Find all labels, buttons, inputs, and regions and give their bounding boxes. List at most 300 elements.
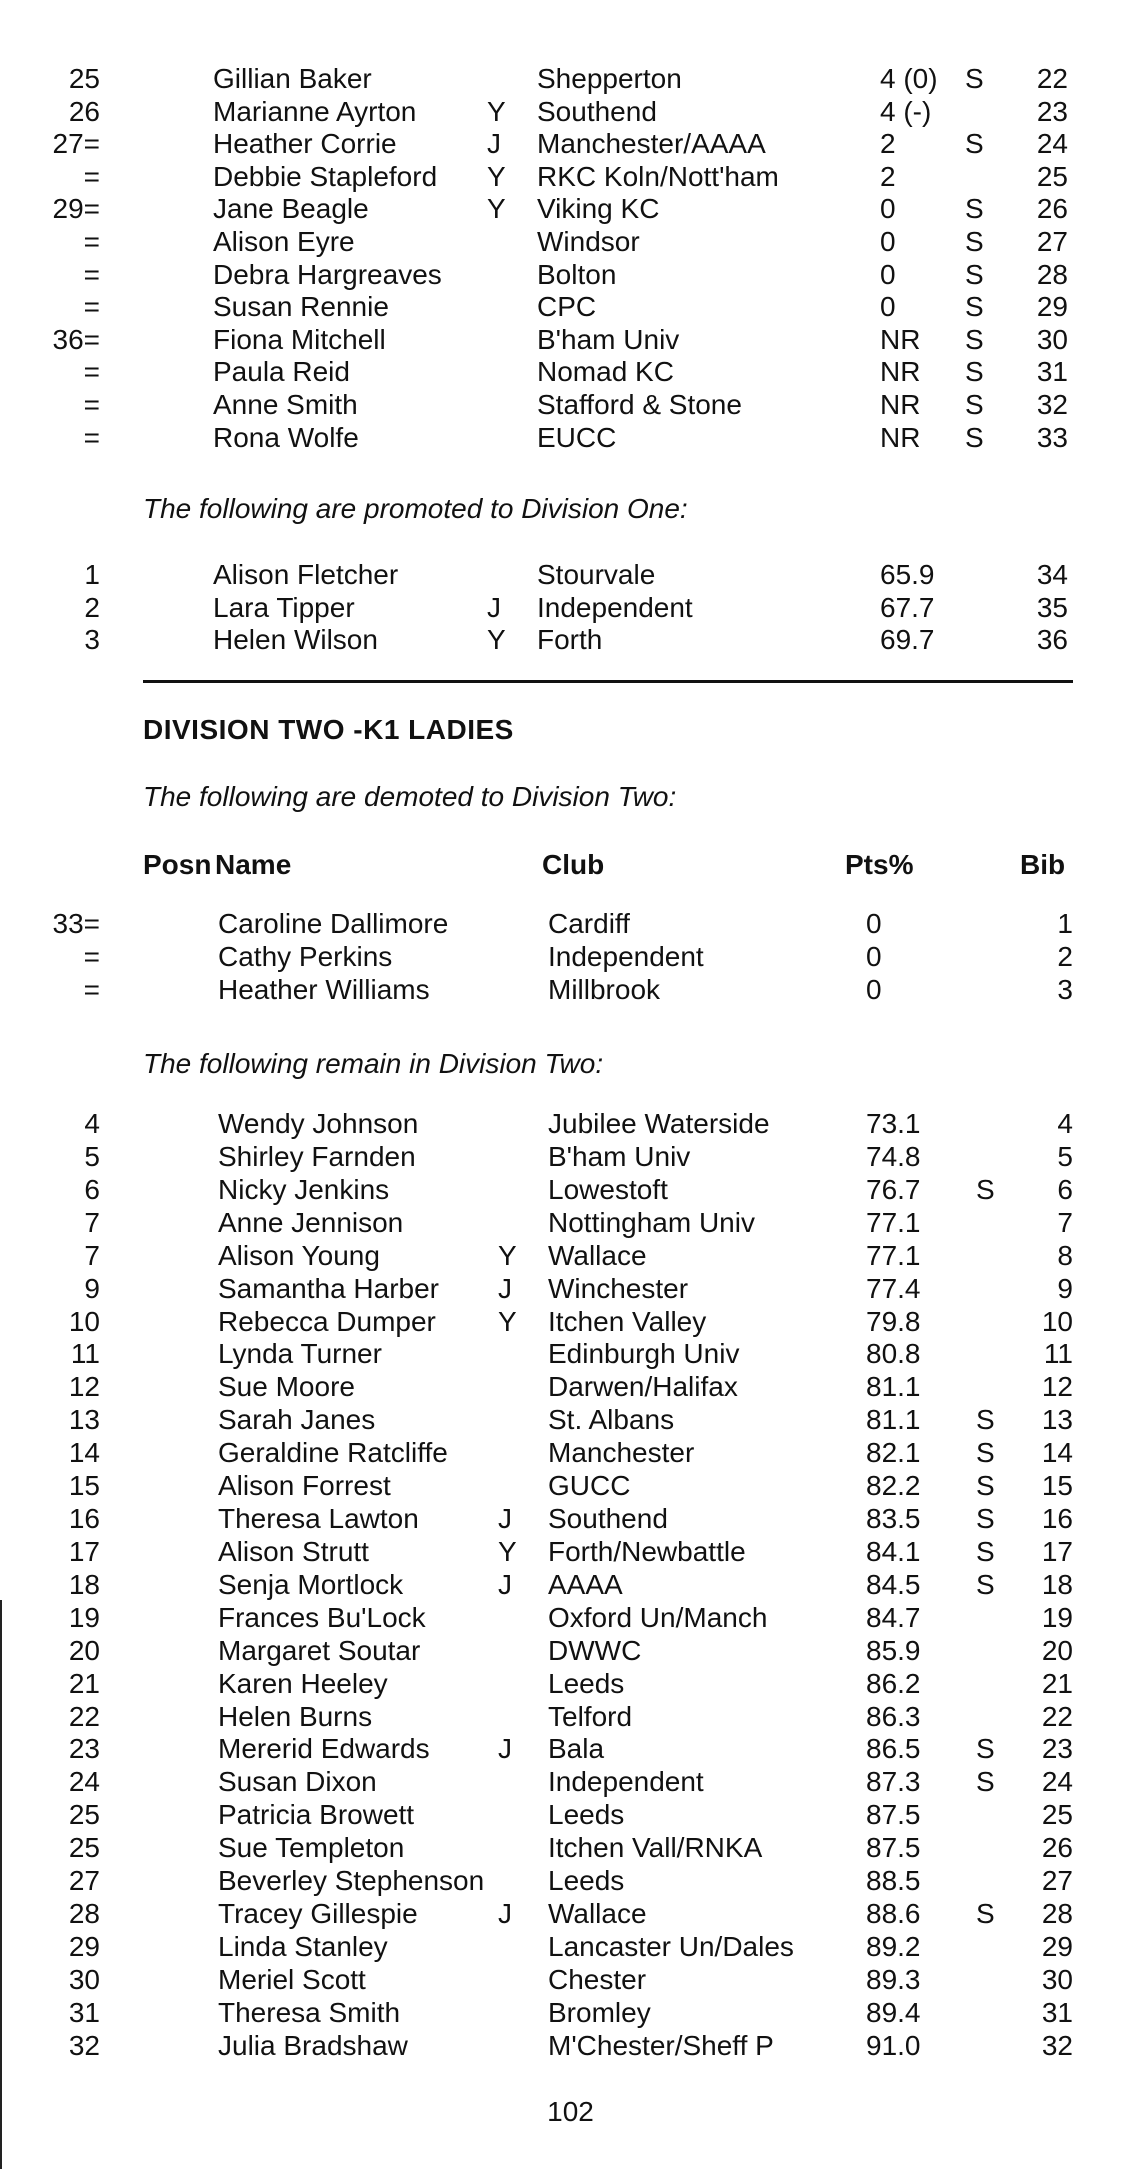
name-cell: Mererid Edwards xyxy=(218,1733,430,1765)
bib-cell: 29 xyxy=(1036,291,1068,323)
table-row xyxy=(0,1963,1141,1996)
pos-cell: 27 xyxy=(68,1865,100,1897)
table-row xyxy=(0,1173,1141,1206)
table-row xyxy=(0,1502,1141,1535)
category-cell: J xyxy=(498,1503,512,1535)
points-cell: NR xyxy=(880,421,921,453)
name-cell: Patricia Browett xyxy=(218,1799,415,1831)
points-cell: 0 xyxy=(866,941,882,972)
club-cell: Edinburgh Univ xyxy=(548,1338,740,1370)
name-cell: Meriel Scott xyxy=(218,1963,366,1995)
points-cell: 91.0 xyxy=(866,2029,921,2061)
pos-cell: 29= xyxy=(52,193,100,225)
name-cell: Linda Stanley xyxy=(218,1931,388,1962)
points-cell: 0 xyxy=(880,226,896,257)
club-cell: Telford xyxy=(548,1700,633,1732)
table-row xyxy=(0,258,1141,291)
points-cell: 84.1 xyxy=(866,1535,921,1567)
bib-cell: 25 xyxy=(1041,1799,1073,1831)
points-cell: NR xyxy=(880,356,921,388)
status-cell: S xyxy=(965,63,984,94)
name-cell: Nicky Jenkins xyxy=(218,1173,390,1205)
category-cell: Y xyxy=(487,624,506,655)
pos-cell: = xyxy=(83,421,100,453)
name-cell: Rona Wolfe xyxy=(213,421,359,453)
points-cell: 0 xyxy=(880,258,896,290)
club-cell: Stafford & Stone xyxy=(537,389,742,420)
demoted-note: The following are demoted to Division Two: xyxy=(143,781,677,812)
club-cell: Independent xyxy=(537,591,693,623)
points-cell: 0 xyxy=(880,291,896,323)
points-cell: 4 (-) xyxy=(880,95,932,127)
points-cell: 82.2 xyxy=(866,1470,921,1502)
pos-cell: = xyxy=(83,974,100,1005)
bib-cell: 10 xyxy=(1041,1305,1073,1337)
pos-cell: 18 xyxy=(68,1568,100,1600)
name-cell: Jane Beagle xyxy=(213,193,369,225)
bib-cell: 20 xyxy=(1041,1634,1073,1666)
club-cell: Forth/Newbattle xyxy=(548,1535,746,1567)
name-cell: Rebecca Dumper xyxy=(218,1305,436,1337)
points-cell: 87.5 xyxy=(866,1832,921,1864)
table-row xyxy=(0,1634,1141,1667)
bib-cell: 2 xyxy=(1057,941,1073,972)
pos-cell: = xyxy=(83,356,100,388)
table-row xyxy=(0,355,1141,388)
pos-cell: 30 xyxy=(68,1963,100,1995)
name-cell: Anne Smith xyxy=(213,389,358,420)
club-cell: Manchester/AAAA xyxy=(537,128,766,160)
points-cell: 84.5 xyxy=(866,1568,921,1600)
header-name: Name xyxy=(215,849,292,880)
name-cell: Geraldine Ratcliffe xyxy=(218,1437,448,1469)
remain-note: The following remain in Division Two: xyxy=(143,1048,604,1079)
pos-cell: 7 xyxy=(84,1239,100,1271)
table-row xyxy=(0,290,1141,323)
club-cell: Chester xyxy=(548,1963,647,1995)
status-cell: S xyxy=(976,1503,995,1535)
points-cell: 65.9 xyxy=(880,559,935,590)
points-cell: 77.1 xyxy=(866,1239,921,1271)
bib-cell: 34 xyxy=(1036,559,1068,590)
club-cell: CPC xyxy=(537,291,597,323)
status-cell: S xyxy=(976,1470,995,1502)
points-cell: NR xyxy=(880,323,921,355)
points-cell: 88.6 xyxy=(866,1898,921,1930)
pos-cell: 16 xyxy=(68,1503,100,1535)
club-cell: Millbrook xyxy=(548,974,661,1005)
name-cell: Susan Rennie xyxy=(213,291,389,323)
status-cell: S xyxy=(965,193,984,225)
table-row xyxy=(0,591,1141,624)
table-row xyxy=(0,1897,1141,1930)
name-cell: Gillian Baker xyxy=(213,63,372,94)
table-row xyxy=(0,1864,1141,1897)
club-cell: RKC Koln/Nott'ham xyxy=(537,160,779,192)
pos-cell: 15 xyxy=(68,1470,100,1502)
pos-cell: 33= xyxy=(52,908,100,939)
status-cell: S xyxy=(976,1898,995,1930)
name-cell: Anne Jennison xyxy=(218,1206,404,1238)
name-cell: Wendy Johnson xyxy=(218,1108,419,1139)
name-cell: Debbie Stapleford xyxy=(213,160,438,192)
table-row xyxy=(0,1996,1141,2029)
club-cell: B'ham Univ xyxy=(548,1140,691,1172)
club-cell: Leeds xyxy=(548,1865,625,1897)
bib-cell: 22 xyxy=(1036,63,1068,94)
name-cell: Lynda Turner xyxy=(218,1338,382,1370)
name-cell: Caroline Dallimore xyxy=(218,908,449,939)
status-cell: S xyxy=(965,128,984,160)
table-row xyxy=(0,127,1141,160)
name-cell: Sue Moore xyxy=(218,1371,355,1403)
bib-cell: 32 xyxy=(1036,389,1068,420)
bib-cell: 19 xyxy=(1041,1601,1073,1633)
bib-cell: 31 xyxy=(1036,356,1068,388)
name-cell: Beverley Stephenson xyxy=(218,1865,485,1897)
bib-cell: 4 xyxy=(1057,1108,1073,1139)
points-cell: 88.5 xyxy=(866,1865,921,1897)
bib-cell: 32 xyxy=(1041,2029,1073,2061)
bib-cell: 15 xyxy=(1041,1470,1073,1502)
pos-cell: = xyxy=(83,389,100,420)
bib-cell: 23 xyxy=(1041,1733,1073,1765)
pos-cell: 27= xyxy=(52,128,100,160)
bib-cell: 28 xyxy=(1041,1898,1073,1930)
club-cell: AAAA xyxy=(548,1568,623,1600)
header-club: Club xyxy=(542,849,605,880)
status-cell: S xyxy=(965,356,984,388)
status-cell: S xyxy=(976,1404,995,1436)
pos-cell: 29 xyxy=(68,1931,100,1962)
club-cell: Southend xyxy=(537,95,657,127)
table-row xyxy=(0,160,1141,193)
bib-cell: 25 xyxy=(1036,160,1068,192)
name-cell: Heather Corrie xyxy=(213,128,397,160)
division-heading: DIVISION TWO -K1 LADIES xyxy=(143,714,514,745)
points-cell: 77.4 xyxy=(866,1272,921,1304)
category-cell: Y xyxy=(487,160,506,192)
bib-cell: 33 xyxy=(1036,421,1068,453)
name-cell: Helen Wilson xyxy=(213,624,378,655)
points-cell: NR xyxy=(880,389,921,420)
club-cell: Wallace xyxy=(548,1898,647,1930)
table-row xyxy=(0,973,1141,1006)
points-cell: 74.8 xyxy=(866,1140,921,1172)
status-cell: S xyxy=(976,1766,995,1798)
category-cell: J xyxy=(487,591,501,623)
club-cell: St. Albans xyxy=(548,1404,675,1436)
pos-cell: = xyxy=(83,226,100,257)
name-cell: Marianne Ayrton xyxy=(213,95,417,127)
club-cell: Independent xyxy=(548,1766,704,1798)
table-row xyxy=(0,2029,1141,2062)
pos-cell: 20 xyxy=(68,1634,100,1666)
status-cell: S xyxy=(976,1568,995,1600)
pos-cell: 25 xyxy=(68,1832,100,1864)
category-cell: Y xyxy=(487,193,506,225)
table-row xyxy=(0,1535,1141,1568)
bib-cell: 27 xyxy=(1041,1865,1073,1897)
points-cell: 83.5 xyxy=(866,1503,921,1535)
pos-cell: 24 xyxy=(68,1766,100,1798)
points-cell: 76.7 xyxy=(866,1173,921,1205)
bib-cell: 29 xyxy=(1041,1931,1073,1962)
name-cell: Susan Dixon xyxy=(218,1766,377,1798)
points-cell: 86.2 xyxy=(866,1667,921,1699)
pos-cell: 1 xyxy=(84,559,100,590)
pos-cell: 17 xyxy=(68,1535,100,1567)
bib-cell: 9 xyxy=(1057,1272,1073,1304)
status-cell: S xyxy=(965,226,984,257)
pos-cell: 25 xyxy=(68,63,100,94)
club-cell: Darwen/Halifax xyxy=(548,1371,738,1403)
name-cell: Shirley Farnden xyxy=(218,1140,416,1172)
club-cell: Winchester xyxy=(548,1272,689,1304)
club-cell: Lowestoft xyxy=(548,1173,668,1205)
points-cell: 4 (0) xyxy=(880,63,938,94)
club-cell: Southend xyxy=(548,1503,668,1535)
pos-cell: 36= xyxy=(52,323,100,355)
club-cell: Shepperton xyxy=(537,63,682,94)
pos-cell: 14 xyxy=(68,1437,100,1469)
points-cell: 69.7 xyxy=(880,624,935,655)
status-cell: S xyxy=(976,1437,995,1469)
name-cell: Alison Young xyxy=(218,1239,380,1271)
club-cell: Itchen Vall/RNKA xyxy=(548,1832,763,1864)
category-cell: Y xyxy=(498,1535,517,1567)
name-cell: Sarah Janes xyxy=(218,1404,376,1436)
pos-cell: 31 xyxy=(68,1996,100,2028)
points-cell: 82.1 xyxy=(866,1437,921,1469)
status-cell: S xyxy=(976,1535,995,1567)
points-cell: 84.7 xyxy=(866,1601,921,1633)
points-cell: 73.1 xyxy=(866,1108,921,1139)
club-cell: Nottingham Univ xyxy=(548,1206,755,1238)
bib-cell: 35 xyxy=(1036,591,1068,623)
name-cell: Senja Mortlock xyxy=(218,1568,404,1600)
table-row xyxy=(0,1370,1141,1403)
bib-cell: 7 xyxy=(1057,1206,1073,1238)
table-row xyxy=(0,1403,1141,1436)
club-cell: Stourvale xyxy=(537,559,656,590)
points-cell: 86.5 xyxy=(866,1733,921,1765)
pos-cell: 4 xyxy=(84,1108,100,1139)
bib-cell: 11 xyxy=(1043,1338,1073,1370)
name-cell: Samantha Harber xyxy=(218,1272,440,1304)
table-row xyxy=(0,1568,1141,1601)
club-cell: Jubilee Waterside xyxy=(548,1108,770,1139)
bib-cell: 17 xyxy=(1041,1535,1073,1567)
pos-cell: = xyxy=(83,160,100,192)
points-cell: 89.2 xyxy=(866,1931,921,1962)
bib-cell: 31 xyxy=(1041,1996,1073,2028)
table-row xyxy=(0,1337,1141,1370)
points-cell: 81.1 xyxy=(866,1404,921,1436)
club-cell: Viking KC xyxy=(537,193,660,225)
name-cell: Frances Bu'Lock xyxy=(218,1601,426,1633)
status-cell: S xyxy=(965,291,984,323)
table-row xyxy=(0,388,1141,421)
pos-cell: 10 xyxy=(68,1305,100,1337)
bib-cell: 18 xyxy=(1041,1568,1073,1600)
pos-cell: 19 xyxy=(68,1601,100,1633)
bib-cell: 36 xyxy=(1036,624,1068,655)
name-cell: Cathy Perkins xyxy=(218,941,393,972)
bib-cell: 1 xyxy=(1057,908,1073,939)
name-cell: Theresa Lawton xyxy=(218,1503,419,1535)
table-row xyxy=(0,907,1141,940)
pos-cell: 11 xyxy=(70,1338,100,1370)
page-edge-mark xyxy=(0,1600,2,2169)
bib-cell: 30 xyxy=(1036,323,1068,355)
name-cell: Alison Eyre xyxy=(213,226,355,257)
bib-cell: 13 xyxy=(1041,1404,1073,1436)
pos-cell: 21 xyxy=(68,1667,100,1699)
bib-cell: 24 xyxy=(1036,128,1068,160)
bib-cell: 26 xyxy=(1041,1832,1073,1864)
club-cell: Itchen Valley xyxy=(548,1305,707,1337)
category-cell: J xyxy=(498,1898,512,1930)
table-row xyxy=(0,1667,1141,1700)
pos-cell: 25 xyxy=(68,1799,100,1831)
pos-cell: 22 xyxy=(68,1700,100,1732)
table-row xyxy=(0,323,1141,356)
bib-cell: 21 xyxy=(1041,1667,1073,1699)
club-cell: Bolton xyxy=(537,258,617,290)
club-cell: Bala xyxy=(548,1733,605,1765)
table-row xyxy=(0,1239,1141,1272)
points-cell: 81.1 xyxy=(866,1371,921,1403)
bib-cell: 8 xyxy=(1057,1239,1073,1271)
table-row xyxy=(0,558,1141,591)
name-cell: Debra Hargreaves xyxy=(213,258,442,290)
table-row xyxy=(0,1700,1141,1733)
name-cell: Helen Burns xyxy=(218,1700,373,1732)
pos-cell: = xyxy=(83,258,100,290)
club-cell: Oxford Un/Manch xyxy=(548,1601,768,1633)
club-cell: Cardiff xyxy=(548,908,630,939)
category-cell: J xyxy=(487,128,501,160)
table-row xyxy=(0,1140,1141,1173)
table-row xyxy=(0,1732,1141,1765)
status-cell: S xyxy=(965,323,984,355)
table-row xyxy=(0,225,1141,258)
pos-cell: 2 xyxy=(84,591,100,623)
category-cell: Y xyxy=(487,95,506,127)
status-cell: S xyxy=(976,1173,995,1205)
club-cell: Lancaster Un/Dales xyxy=(548,1931,794,1962)
points-cell: 85.9 xyxy=(866,1634,921,1666)
table-row xyxy=(0,1765,1141,1798)
points-cell: 2 xyxy=(880,160,896,192)
table-row xyxy=(0,1305,1141,1338)
bib-cell: 5 xyxy=(1057,1140,1073,1172)
table-row xyxy=(0,1469,1141,1502)
pos-cell: 7 xyxy=(84,1206,100,1238)
table-row xyxy=(0,940,1141,973)
header-posn: Posn xyxy=(143,849,212,880)
bib-cell: 14 xyxy=(1041,1437,1073,1469)
bib-cell: 12 xyxy=(1041,1371,1073,1403)
club-cell: Independent xyxy=(548,941,704,972)
club-cell: Leeds xyxy=(548,1667,625,1699)
points-cell: 67.7 xyxy=(880,591,935,623)
pos-cell: 13 xyxy=(68,1404,100,1436)
table-row xyxy=(0,1601,1141,1634)
points-cell: 80.8 xyxy=(866,1338,921,1370)
points-cell: 77.1 xyxy=(866,1206,921,1238)
name-cell: Alison Forrest xyxy=(218,1470,391,1502)
points-cell: 86.3 xyxy=(866,1700,921,1732)
pos-cell: 5 xyxy=(84,1140,100,1172)
table-row xyxy=(0,1272,1141,1305)
name-cell: Karen Heeley xyxy=(218,1667,388,1699)
club-cell: EUCC xyxy=(537,421,617,453)
bib-cell: 23 xyxy=(1036,95,1068,127)
name-cell: Margaret Soutar xyxy=(218,1634,421,1666)
category-cell: J xyxy=(498,1733,512,1765)
club-cell: Manchester xyxy=(548,1437,695,1469)
bib-cell: 16 xyxy=(1041,1503,1073,1535)
pos-cell: 23 xyxy=(68,1733,100,1765)
club-cell: Forth xyxy=(537,624,603,655)
name-cell: Theresa Smith xyxy=(218,1996,401,2028)
points-cell: 89.4 xyxy=(866,1996,921,2028)
club-cell: GUCC xyxy=(548,1470,631,1502)
points-cell: 79.8 xyxy=(866,1305,921,1337)
points-cell: 0 xyxy=(880,193,896,225)
club-cell: DWWC xyxy=(548,1634,642,1666)
name-cell: Fiona Mitchell xyxy=(213,323,386,355)
header-pts: Pts% xyxy=(845,849,914,880)
table-row xyxy=(0,95,1141,128)
table-row xyxy=(0,1798,1141,1831)
pos-cell: 26 xyxy=(68,95,100,127)
status-cell: S xyxy=(976,1733,995,1765)
name-cell: Alison Strutt xyxy=(218,1535,369,1567)
club-cell: Windsor xyxy=(537,226,640,257)
status-cell: S xyxy=(965,258,984,290)
pos-cell: 28 xyxy=(68,1898,100,1930)
club-cell: M'Chester/Sheff P xyxy=(548,2029,774,2061)
category-cell: J xyxy=(498,1568,512,1600)
name-cell: Heather Williams xyxy=(218,974,430,1005)
table-row xyxy=(0,1831,1141,1864)
status-cell: S xyxy=(965,421,984,453)
category-cell: J xyxy=(498,1272,512,1304)
name-cell: Julia Bradshaw xyxy=(218,2029,408,2061)
club-cell: B'ham Univ xyxy=(537,323,680,355)
bib-cell: 22 xyxy=(1041,1700,1073,1732)
points-cell: 89.3 xyxy=(866,1963,921,1995)
pos-cell: = xyxy=(83,941,100,972)
header-bib: Bib xyxy=(1020,849,1066,880)
points-cell: 0 xyxy=(866,974,882,1005)
pos-cell: = xyxy=(83,291,100,323)
club-cell: Wallace xyxy=(548,1239,647,1271)
bib-cell: 26 xyxy=(1036,193,1068,225)
table-row xyxy=(0,421,1141,454)
club-cell: Leeds xyxy=(548,1799,625,1831)
bib-cell: 28 xyxy=(1036,258,1068,290)
table-row xyxy=(0,1930,1141,1963)
bib-cell: 27 xyxy=(1036,226,1068,257)
table-row xyxy=(0,62,1141,95)
name-cell: Alison Fletcher xyxy=(213,559,399,590)
table-row xyxy=(0,1107,1141,1140)
points-cell: 0 xyxy=(866,908,882,939)
